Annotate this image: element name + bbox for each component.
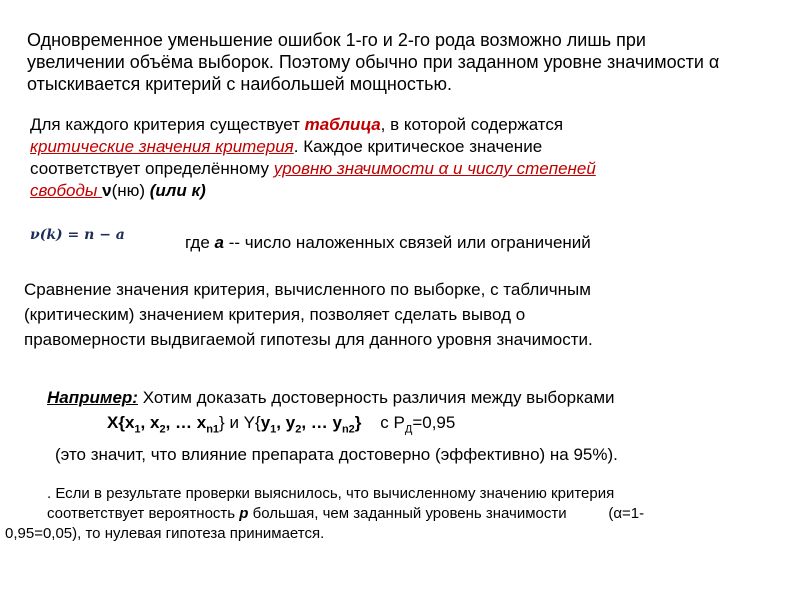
where-text: где: [185, 233, 215, 252]
significance-level-link[interactable]: уровню значимости α и числу степеней: [273, 159, 596, 178]
p-variable: р: [239, 505, 249, 522]
criteria-line-1: [30, 114, 730, 136]
example-text: } и Y{: [219, 413, 261, 432]
table-term: таблица: [304, 115, 381, 134]
y-sample-part: y: [260, 413, 271, 432]
subscript: Д: [404, 423, 413, 436]
subscript: 2: [159, 423, 166, 436]
example-line-2: [47, 410, 618, 442]
criteria-line-4: [30, 180, 730, 202]
degrees-of-freedom-formula: ν(k) = n − a: [30, 227, 125, 243]
comparison-line-3: правомерности выдвигаемой гипотезы для данного уровня значимости.: [24, 330, 593, 349]
conclusion-paragraph: [5, 484, 795, 544]
conclusion-line-3: 0,95=0,05), то нулевая гипотеза принимается.: [5, 525, 325, 542]
intro-line-2: увеличении объёма выборок. Поэтому обычно при заданном уровне значимости α: [27, 52, 720, 72]
example-paragraph: [47, 385, 618, 467]
y-sample-part: , y: [276, 413, 296, 432]
subscript: n1: [206, 423, 220, 436]
intro-paragraph: [27, 29, 800, 95]
x-sample: [107, 413, 220, 436]
subscript: n2: [341, 423, 355, 436]
subscript: 2: [295, 423, 302, 436]
comparison-line-2: (критическим) значением критерия, позволяет сделать вывод о: [24, 305, 526, 324]
or-k-text: (или к): [149, 181, 206, 200]
y-sample-part: , … y: [301, 413, 342, 432]
probability-label: с Р: [361, 413, 405, 432]
conclusion-line-2: [5, 504, 795, 524]
criteria-line-3: [30, 158, 730, 180]
criteria-text: соответствует определённому: [30, 159, 274, 178]
where-line: [185, 233, 591, 253]
example-label: Например:: [47, 388, 138, 407]
comparison-line-1: Сравнение значения критерия, вычисленного по выборке, с табличным: [24, 280, 591, 299]
probability-value: =0,95: [412, 413, 456, 432]
criteria-paragraph: [30, 114, 730, 202]
where-text: -- число наложенных связей или ограничений: [224, 233, 591, 252]
comparison-paragraph: [24, 277, 593, 352]
y-sample-part: }: [354, 413, 362, 432]
critical-values-link[interactable]: критические значения критерия: [30, 137, 294, 156]
criteria-text: Для каждого критерия существует: [30, 115, 305, 134]
conclusion-text: большая, чем заданный уровень значимости (α=1-: [248, 505, 645, 522]
criteria-line-2: [30, 136, 730, 158]
nu-symbol: ν: [102, 181, 112, 200]
conclusion-line-1: . Если в результате проверки выяснилось, что вычисленному значению критерия: [47, 485, 615, 502]
a-variable: a: [214, 233, 225, 252]
degrees-of-freedom-link[interactable]: свободы: [30, 181, 103, 200]
subscript: 1: [270, 423, 277, 436]
x-sample-part: , x: [140, 413, 160, 432]
conclusion-text: соответствует вероятность: [47, 505, 240, 522]
intro-line-1: Одновременное уменьшение ошибок 1-го и 2-го рода возможно лишь при: [27, 30, 646, 50]
criteria-text: . Каждое критическое значение: [293, 137, 543, 156]
example-text: Хотим доказать достоверность различия между выборками: [137, 388, 615, 407]
x-sample-part: X{x: [107, 413, 135, 432]
example-line-1: [47, 385, 618, 410]
example-line-3: (это значит, что влияние препарата достоверно (эффективно) на 95%).: [55, 445, 618, 465]
x-sample-part: , … x: [165, 413, 207, 432]
criteria-text: (ню): [111, 181, 150, 200]
criteria-text: , в которой содержатся: [380, 115, 564, 134]
subscript: 1: [134, 423, 141, 436]
intro-line-3: отыскивается критерий с наибольшей мощностью.: [27, 74, 453, 94]
y-sample: [260, 413, 362, 436]
